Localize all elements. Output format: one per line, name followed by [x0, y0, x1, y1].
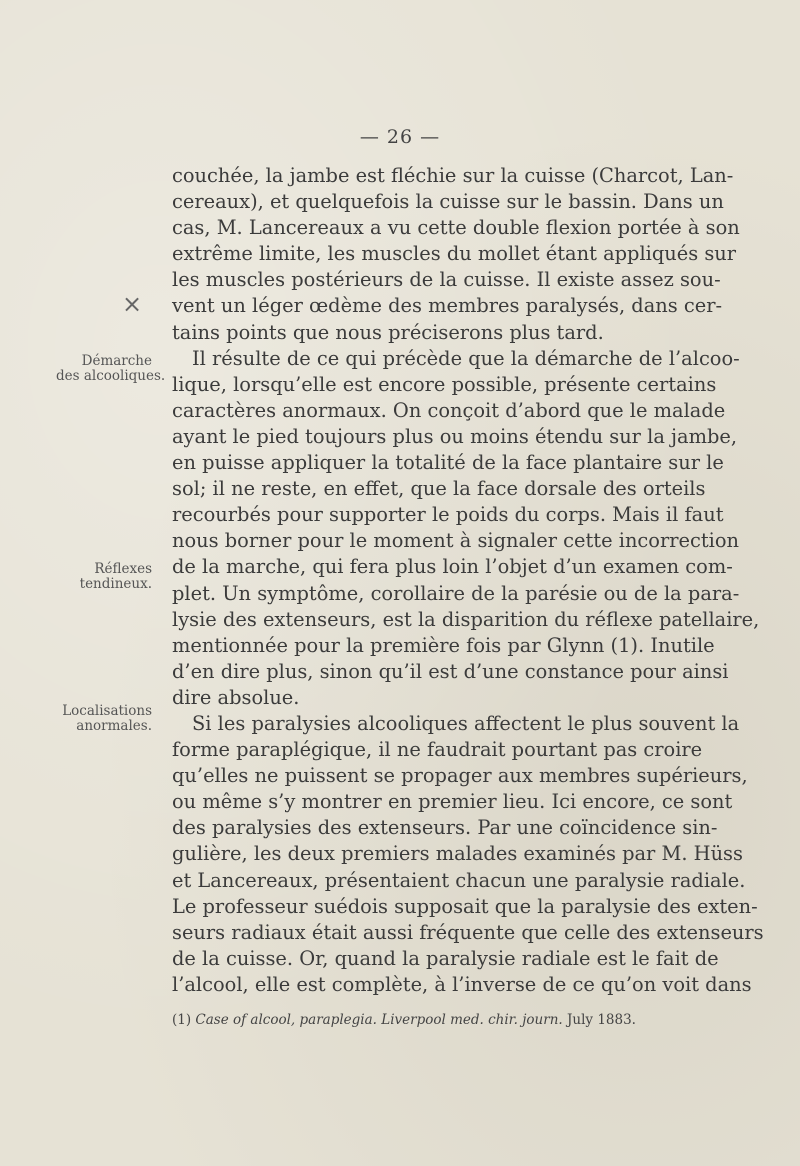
text-line: sol; il ne reste, en effet, que la face dorsale des orteils: [172, 477, 706, 501]
text-line: des paralysies des extenseurs. Par une coïncidence sin-: [172, 816, 718, 840]
text-line: Il résulte de ce qui précède que la démarche de l’alcoo-: [192, 346, 740, 370]
margin-note-line: des alcooliques.: [56, 368, 166, 384]
text-line: l’alcool, elle est complète, à l’inverse de ce qu’on voit dans: [172, 972, 752, 996]
margin-note-line: Réflexes: [94, 561, 152, 577]
margin-note-line: Localisations: [62, 703, 152, 719]
footnote: [172, 1012, 636, 1028]
text-line: d’en dire plus, sinon qu’il est d’une constance pour ainsi: [172, 659, 729, 683]
text-line: couchée, la jambe est fléchie sur la cuisse (Charcot, Lan-: [172, 164, 734, 187]
margin-note-demarche: [56, 353, 166, 384]
margin-note-localisations: [56, 704, 152, 734]
margin-note-line: anormales.: [76, 718, 152, 734]
text-line: en puisse appliquer la totalité de la face plantaire sur le: [172, 451, 724, 475]
text-line: recourbés pour supporter le poids du corps. Mais il faut: [172, 503, 724, 527]
text-line: Si les paralysies alcooliques affectent le plus souvent la: [192, 711, 740, 735]
text-line: vent un léger œdème des membres paralysés, dans cer-: [172, 294, 723, 318]
body-text: [172, 163, 764, 998]
text-line: tains points que nous préciserons plus tard.: [172, 320, 604, 344]
text-line: ayant le pied toujours plus ou moins étendu sur la jambe,: [172, 424, 738, 448]
handwritten-cross-mark: ×: [122, 290, 143, 318]
margin-note-line: Démarche: [81, 353, 152, 369]
text-line: lysie des extenseurs, est la disparition du réflexe patellaire,: [172, 607, 760, 631]
footnote-marker: (1): [172, 1012, 192, 1028]
text-line: plet. Un symptôme, corollaire de la parésie ou de la para-: [172, 581, 740, 605]
text-line: de la marche, qui fera plus loin l’objet d’un examen com-: [172, 555, 733, 579]
text-line: et Lancereaux, présentaient chacun une paralysie radiale.: [172, 868, 746, 892]
text-line: cereaux), et quelquefois la cuisse sur le bassin. Dans un: [172, 190, 724, 214]
footnote-title: Case of alcool, paraplegia. Liverpool med. chir. journ.: [195, 1012, 563, 1028]
text-line: forme paraplégique, il ne faudrait pourtant pas croire: [172, 738, 703, 762]
text-line: gulière, les deux premiers malades examinés par M. Hüss: [172, 842, 743, 866]
text-line: caractères anormaux. On conçoit d’abord que le malade: [172, 398, 726, 422]
text-line: ou même s’y montrer en premier lieu. Ici encore, ce sont: [172, 790, 733, 814]
margin-note-line: tendineux.: [79, 576, 152, 592]
text-line: lique, lorsqu’elle est encore possible, présente certains: [172, 372, 717, 396]
text-line: seurs radiaux était aussi fréquente que celle des extenseurs: [172, 920, 764, 944]
text-line: qu’elles ne puissent se propager aux membres supérieurs,: [172, 764, 748, 788]
page-number: — 26 —: [359, 126, 441, 148]
margin-note-reflexes: [56, 562, 152, 592]
text-line: Le professeur suédois supposait que la paralysie des exten-: [172, 894, 758, 918]
footnote-date: July 1883.: [566, 1012, 636, 1028]
text-line: extrême limite, les muscles du mollet étant appliqués sur: [172, 242, 737, 266]
text-line: nous borner pour le moment à signaler cette incorrection: [172, 529, 739, 553]
text-line: les muscles postérieurs de la cuisse. Il existe assez sou-: [172, 268, 721, 292]
text-line: dire absolue.: [172, 685, 300, 709]
text-line: de la cuisse. Or, quand la paralysie radiale est le fait de: [172, 946, 719, 970]
text-line: cas, M. Lancereaux a vu cette double flexion portée à son: [172, 216, 740, 240]
text-line: mentionnée pour la première fois par Glynn (1). Inutile: [172, 633, 715, 657]
